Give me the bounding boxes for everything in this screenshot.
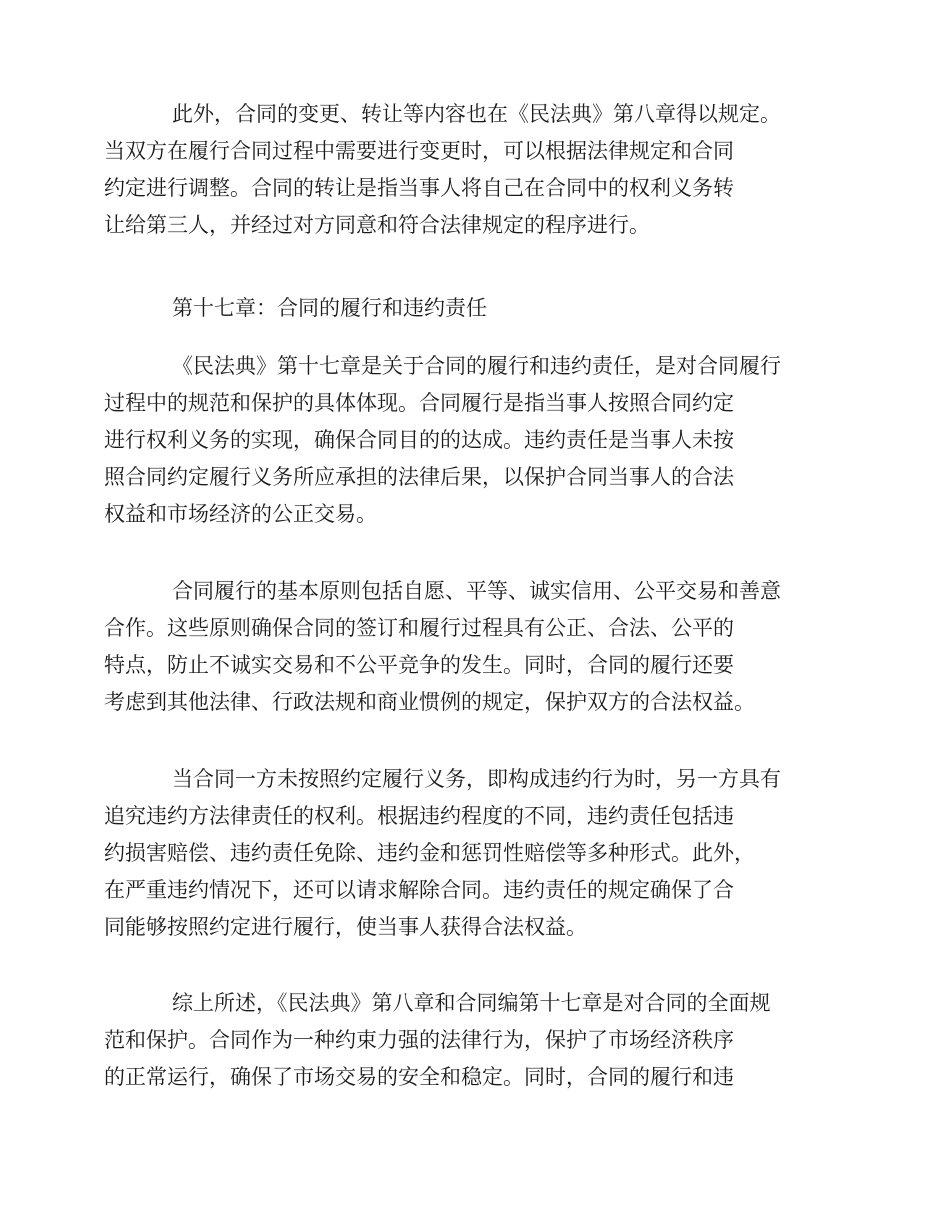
paragraph-line: 范和保护。合同作为一种约束力强的法律行为，保护了市场经济秩序 — [104, 1028, 734, 1052]
paragraph-line: 考虑到其他法律、行政法规和商业惯例的规定，保护双方的合法权益。 — [104, 690, 755, 714]
paragraph-line: 特点，防止不诚实交易和不公平竞争的发生。同时，合同的履行还要 — [104, 653, 734, 677]
paragraph-line: 当合同一方未按照约定履行义务，即构成违约行为时，另一方具有 — [172, 767, 781, 791]
paragraph-line: 权益和市场经济的公正交易。 — [104, 502, 377, 526]
paragraph-line: 让给第三人，并经过对方同意和符合法律规定的程序进行。 — [104, 213, 650, 237]
paragraph-line: 约损害赔偿、违约责任免除、违约金和惩罚性赔偿等多种形式。此外， — [104, 841, 755, 865]
paragraph-line: 追究违约方法律责任的权利。根据违约程度的不同，违约责任包括违 — [104, 804, 734, 828]
paragraph-line: 综上所述，《民法典》第八章和合同编第十七章是对合同的全面规 — [172, 991, 771, 1015]
paragraph-line: 约定进行调整。合同的转让是指当事人将自己在合同中的权利义务转 — [104, 176, 734, 200]
paragraph-line: 进行权利义务的实现，确保合同目的的达成。违约责任是当事人未按 — [104, 428, 734, 452]
paragraph-line: 合同履行的基本原则包括自愿、平等、诚实信用、公平交易和善意 — [172, 579, 781, 603]
paragraph-line: 照合同约定履行义务所应承担的法律后果，以保护合同当事人的合法 — [104, 465, 734, 489]
paragraph-line: 《民法典》第十七章是关于合同的履行和违约责任，是对合同履行 — [172, 354, 781, 378]
paragraph-line: 此外，合同的变更、转让等内容也在《民法典》第八章得以规定。 — [172, 102, 781, 126]
paragraph-line: 合作。这些原则确保合同的签订和履行过程具有公正、合法、公平的 — [104, 616, 734, 640]
paragraph-principles — [104, 573, 838, 721]
paragraph-line: 当双方在履行合同过程中需要进行变更时，可以根据法律规定和合同 — [104, 139, 734, 163]
paragraph-line: 同能够按照约定进行履行，使当事人获得合法权益。 — [104, 915, 587, 939]
paragraph-line: 的正常运行，确保了市场交易的安全和稳定。同时，合同的履行和违 — [104, 1065, 734, 1089]
paragraph-line: 过程中的规范和保护的具体体现。合同履行是指当事人按照合同约定 — [104, 391, 734, 415]
paragraph-summary — [104, 985, 838, 1096]
paragraph-contract-change — [104, 96, 838, 244]
chapter-heading: 第十七章：合同的履行和违约责任 — [172, 296, 487, 320]
paragraph-line: 在严重违约情况下，还可以请求解除合同。违约责任的规定确保了合 — [104, 878, 734, 902]
paragraph-chapter-intro — [104, 348, 838, 533]
paragraph-breach — [104, 761, 838, 946]
